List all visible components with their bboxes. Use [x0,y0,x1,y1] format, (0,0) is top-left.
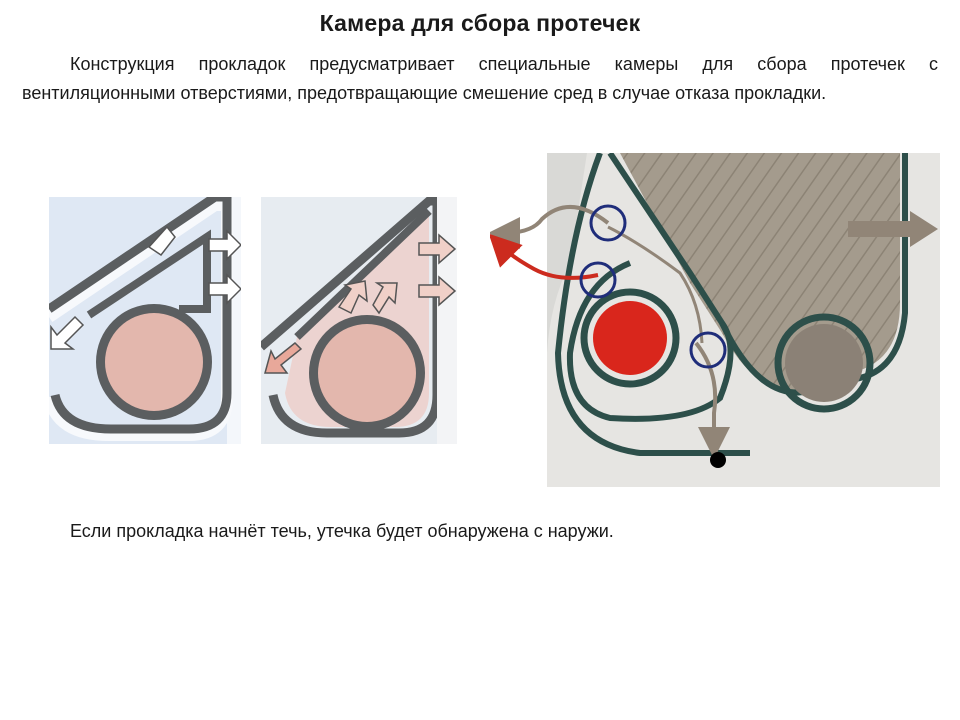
gray-port [785,324,863,402]
figure-b-edge-strip [437,197,457,444]
figure-a-port [105,313,203,411]
red-port [593,301,667,375]
leak-detection-note: Если прокладка начнёт течь, утечка будет обнаружена с наружи. [70,521,614,541]
intro-paragraph: Конструкция прокладок предусматривает специальные камеры для сбора протечек с вентиляционными отверстиями, предотвращающие смешение сред в случае отказа прокладки. [22,54,938,103]
leak-chamber-figure-pink [261,197,457,444]
drain-point-dot [710,452,726,468]
slide-title: Камера для сбора протечек [319,10,641,36]
leak-chamber-figure-blue [49,197,241,444]
plate-leak-path-figure [490,153,940,487]
figure-b-port [318,324,416,422]
